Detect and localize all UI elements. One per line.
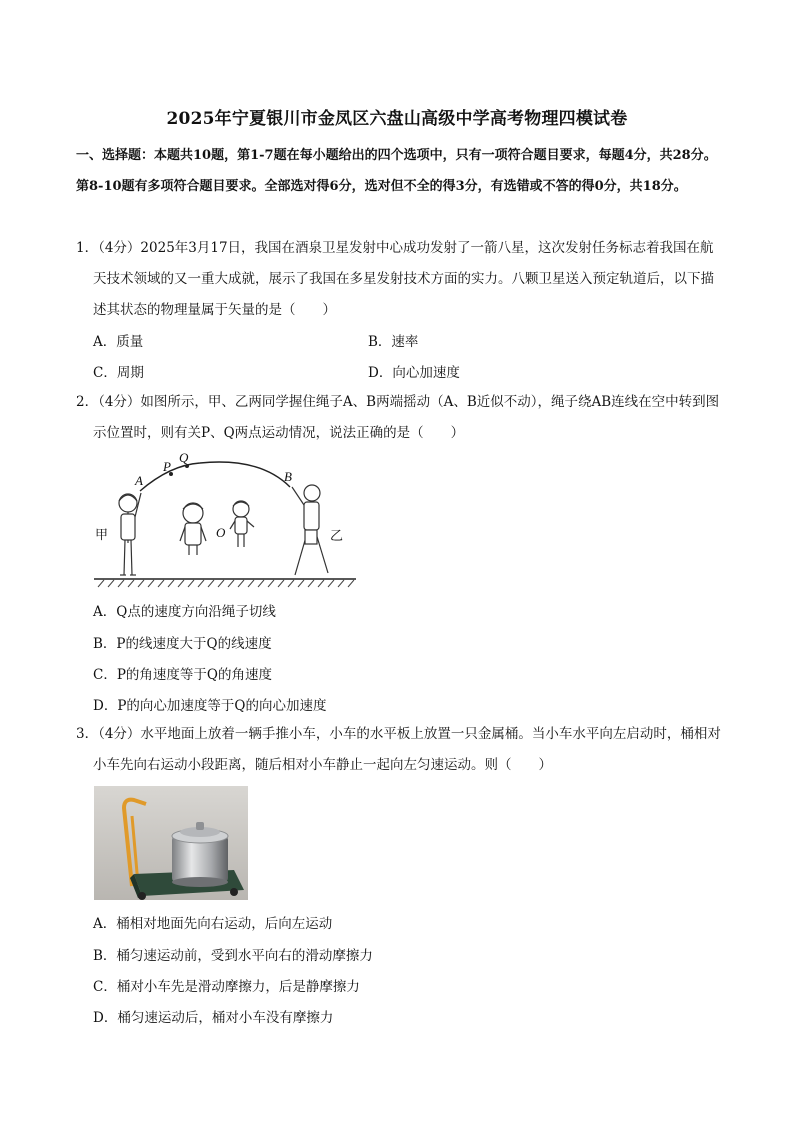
label-q: Q bbox=[179, 450, 189, 465]
question-2-stem: 2．（4分）如图所示，甲、乙两同学握住绳子A、B两端摇动（A、B近似不动），绳子绕AB连线在空中转到图示位置时，则有关P、Q两点运动情况，说法正确的是（ ） bbox=[76, 394, 720, 441]
label-jia: 甲 bbox=[95, 528, 109, 543]
question-3-option-a: A．桶相对地面先向右运动，后向左运动 bbox=[93, 916, 333, 932]
question-1 bbox=[76, 233, 726, 326]
question-1-option-c: C．周期 bbox=[93, 365, 144, 381]
label-yi: 乙 bbox=[330, 529, 344, 544]
question-2 bbox=[76, 387, 726, 449]
question-1-stem: 1．（4分）2025年3月17日，我国在酒泉卫星发射中心成功发射了一箭八星，这次发射任务标志着我国在航天技术领域的又一重大成就，展示了我国在多星发射技术方面的实力。八颗卫星送入预定轨道后，以下描述其状态的物理量属于矢量的是（ ） bbox=[76, 240, 714, 318]
rope-swinging-figure bbox=[90, 447, 360, 589]
question-3 bbox=[76, 719, 726, 781]
question-3-option-b: B．桶匀速运动前，受到水平向右的滑动摩擦力 bbox=[93, 948, 373, 964]
section-instructions: 一、选择题：本题共10题，第1-7题在每小题给出的四个选项中，只有一项符合题目要求，每题4分，共28分。第8-10题有多项符合题目要求。全部选对得6分，选对但不全的得3分，有选错或不答的得0分，共18分。 bbox=[76, 148, 717, 194]
question-1-option-d: D．向心加速度 bbox=[368, 365, 460, 381]
label-a: A bbox=[135, 473, 143, 488]
label-b: B bbox=[284, 469, 292, 484]
label-o: O bbox=[216, 525, 226, 540]
question-3-option-d: D．桶匀速运动后，桶对小车没有摩擦力 bbox=[93, 1010, 334, 1026]
question-2-option-d: D．P的向心加速度等于Q的向心加速度 bbox=[93, 698, 327, 714]
question-2-option-b: B．P的线速度大于Q的线速度 bbox=[93, 636, 272, 652]
question-1-option-b: B．速率 bbox=[368, 334, 419, 350]
question-3-stem: 3．（4分）水平地面上放着一辆手推小车，小车的水平板上放置一只金属桶。当小车水平向左启动时，桶相对小车先向右运动小段距离，随后相对小车静止一起向左匀速运动。则（ ） bbox=[76, 726, 721, 773]
label-p: P bbox=[163, 459, 171, 474]
question-2-option-a: A．Q点的速度方向沿绳子切线 bbox=[93, 604, 276, 620]
question-2-option-c: C．P的角速度等于Q的角速度 bbox=[93, 667, 272, 683]
cart-bucket-photo bbox=[94, 786, 248, 900]
question-3-option-c: C．桶对小车先是滑动摩擦力，后是静摩擦力 bbox=[93, 979, 360, 995]
page-title: 2025年宁夏银川市金凤区六盘山高级中学高考物理四模试卷 bbox=[166, 109, 628, 129]
question-1-option-a: A．质量 bbox=[93, 334, 144, 350]
